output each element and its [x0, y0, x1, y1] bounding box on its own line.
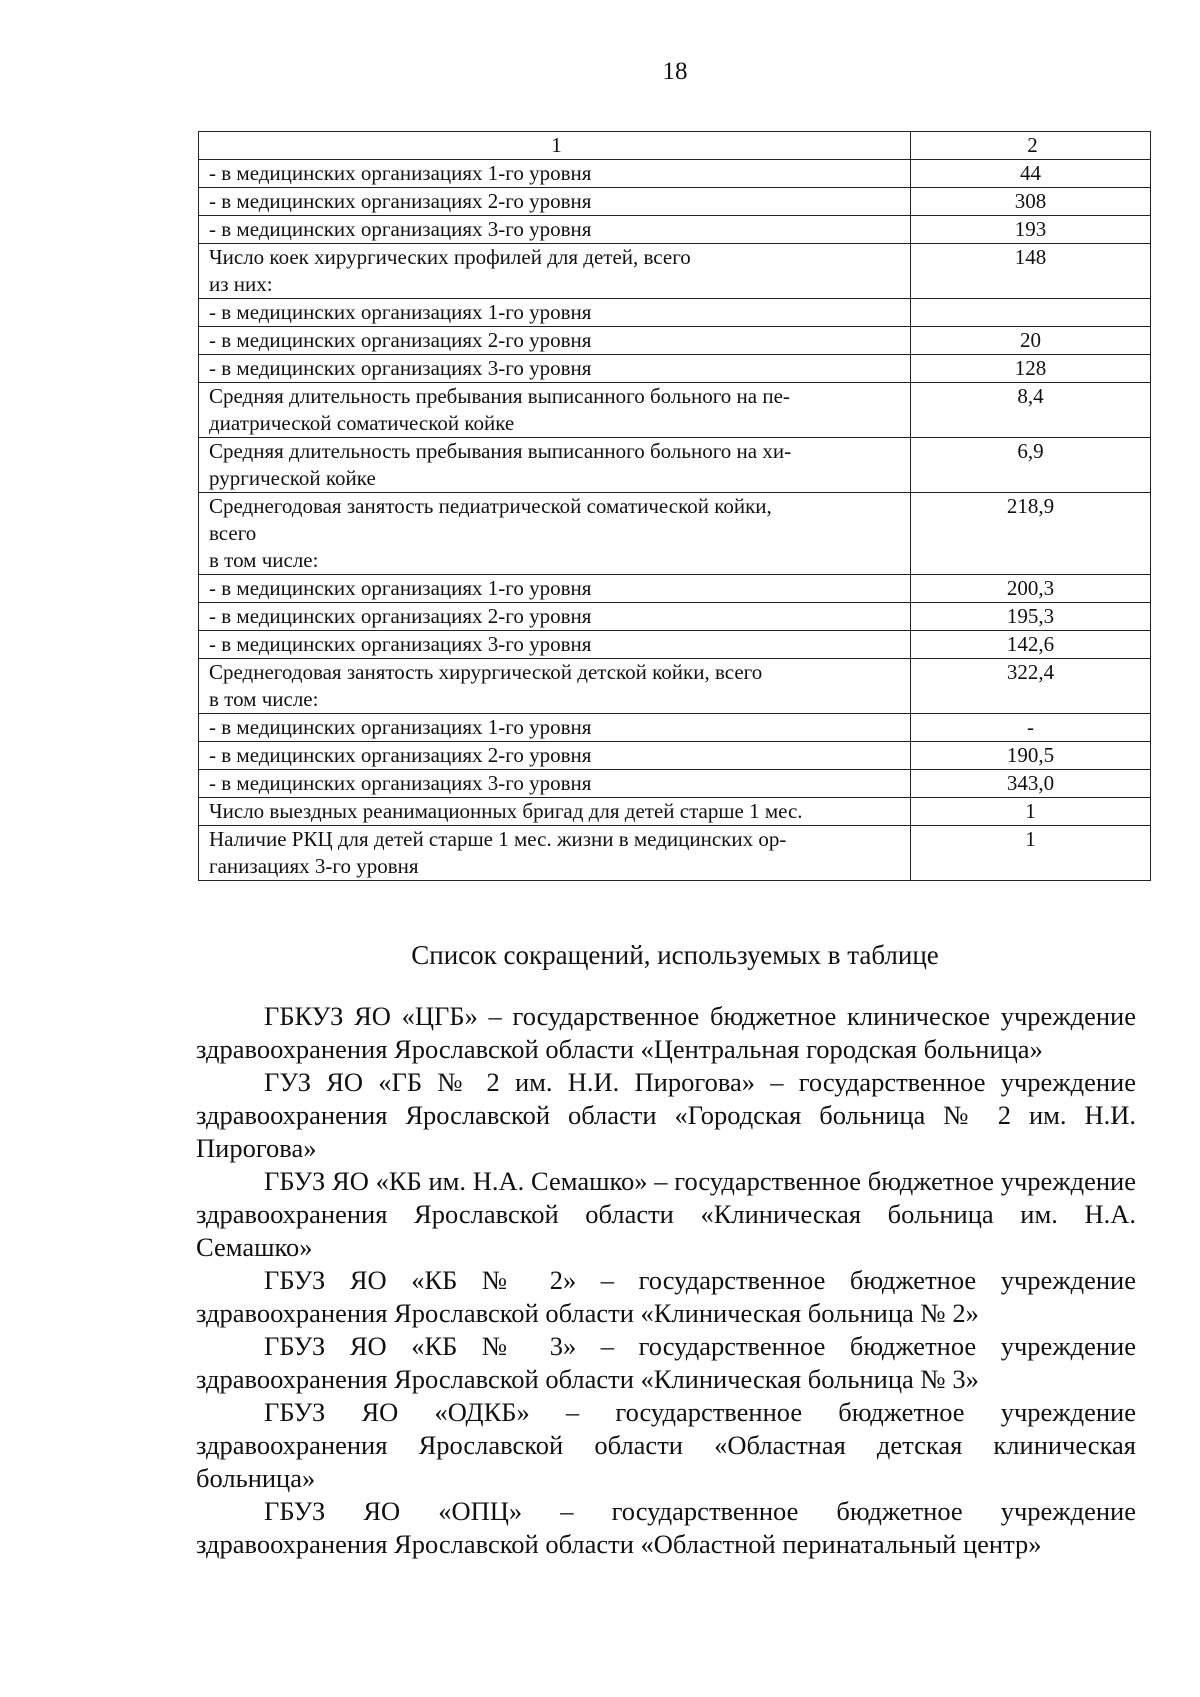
table-row: [199, 438, 1151, 493]
table-row: [199, 244, 1151, 299]
abbreviations-list: [196, 1000, 1136, 1561]
row-value: [911, 299, 1151, 327]
row-value: -: [911, 714, 1151, 742]
row-value: 193: [911, 216, 1151, 244]
row-value: 128: [911, 355, 1151, 383]
row-value: 218,9: [911, 493, 1151, 575]
row-label: Наличие РКЦ для детей старше 1 мес. жизни в медицинских ор- ганизациях 3-го уровня: [199, 826, 911, 881]
row-value: 190,5: [911, 742, 1151, 770]
table-row: [199, 798, 1151, 826]
row-value: 8,4: [911, 383, 1151, 438]
table-row: [199, 383, 1151, 438]
table-row: [199, 770, 1151, 798]
row-value: 1: [911, 798, 1151, 826]
table-row: [199, 826, 1151, 881]
row-label: - в медицинских организациях 2-го уровня: [199, 742, 911, 770]
row-label: - в медицинских организациях 1-го уровня: [199, 160, 911, 188]
row-label: Среднегодовая занятость хирургической детской койки, всего в том числе:: [199, 659, 911, 714]
row-value: 195,3: [911, 603, 1151, 631]
abbreviation-definition: ГБУЗ ЯО «ОПЦ» – государственное бюджетное учреждение здравоохранения Ярославской области «Областной перинатальный центр»: [196, 1496, 1136, 1559]
abbreviation-definition: ГБКУЗ ЯО «ЦГБ» – государственное бюджетное клиническое учреждение здравоохранения Ярославской области «Центральная городская больница»: [196, 1001, 1136, 1064]
table-row: [199, 714, 1151, 742]
row-label: - в медицинских организациях 1-го уровня: [199, 299, 911, 327]
row-value: 142,6: [911, 631, 1151, 659]
row-value: 343,0: [911, 770, 1151, 798]
column-header-1: 1: [199, 132, 911, 160]
table-row: [199, 659, 1151, 714]
table-row: [199, 603, 1151, 631]
abbreviation-definition: ГБУЗ ЯО «ОДКБ» – государственное бюджетное учреждение здравоохранения Ярославской области «Областная детская клиническая больница»: [196, 1397, 1136, 1493]
table-row: [199, 575, 1151, 603]
table-row: [199, 493, 1151, 575]
row-label: - в медицинских организациях 3-го уровня: [199, 216, 911, 244]
indicators-table: [198, 131, 1151, 881]
table-row: [199, 742, 1151, 770]
row-label: - в медицинских организациях 3-го уровня: [199, 631, 911, 659]
row-label: Число выездных реанимационных бригад для детей старше 1 мес.: [199, 798, 911, 826]
row-label: - в медицинских организациях 2-го уровня: [199, 603, 911, 631]
table-row: [199, 216, 1151, 244]
row-label: - в медицинских организациях 3-го уровня: [199, 770, 911, 798]
row-label: Среднегодовая занятость педиатрической соматической койки, всего в том числе:: [199, 493, 911, 575]
row-value: 148: [911, 244, 1151, 299]
row-label: - в медицинских организациях 1-го уровня: [199, 714, 911, 742]
abbreviation-definition: ГБУЗ ЯО «КБ им. Н.А. Семашко» – государственное бюджетное учреждение здравоохранения Ярославской области «Клиническая больница им. Н.А. Семашко»: [196, 1166, 1136, 1262]
abbreviation-definition: ГБУЗ ЯО «КБ № 3» – государственное бюджетное учреждение здравоохранения Ярославской области «Клиническая больница № 3»: [196, 1331, 1136, 1394]
table-row: [199, 299, 1151, 327]
row-value: 200,3: [911, 575, 1151, 603]
column-header-2: 2: [911, 132, 1151, 160]
row-value: 1: [911, 826, 1151, 881]
abbreviation-definition: ГБУЗ ЯО «КБ № 2» – государственное бюджетное учреждение здравоохранения Ярославской области «Клиническая больница № 2»: [196, 1265, 1136, 1328]
row-value: 322,4: [911, 659, 1151, 714]
table-row: [199, 355, 1151, 383]
abbreviation-definition: ГУЗ ЯО «ГБ № 2 им. Н.И. Пирогова» – государственное учреждение здравоохранения Ярославской области «Городская больница № 2 им. Н.И. Пирогова»: [196, 1067, 1136, 1163]
table-row: [199, 327, 1151, 355]
abbreviations-title: Список сокращений, используемых в таблице: [411, 940, 939, 970]
table-row: [199, 631, 1151, 659]
row-label: Средняя длительность пребывания выписанного больного на пе- диатрической соматической койке: [199, 383, 911, 438]
row-value: 44: [911, 160, 1151, 188]
page-number: 18: [662, 58, 688, 85]
row-value: 20: [911, 327, 1151, 355]
row-label: Средняя длительность пребывания выписанного больного на хи- рургической койке: [199, 438, 911, 493]
row-label: - в медицинских организациях 3-го уровня: [199, 355, 911, 383]
table-row: [199, 160, 1151, 188]
row-label: Число коек хирургических профилей для детей, всего из них:: [199, 244, 911, 299]
row-label: - в медицинских организациях 2-го уровня: [199, 188, 911, 216]
table-row: [199, 188, 1151, 216]
row-value: 6,9: [911, 438, 1151, 493]
table-header-row: [199, 132, 1151, 160]
row-value: 308: [911, 188, 1151, 216]
row-label: - в медицинских организациях 2-го уровня: [199, 327, 911, 355]
row-label: - в медицинских организациях 1-го уровня: [199, 575, 911, 603]
